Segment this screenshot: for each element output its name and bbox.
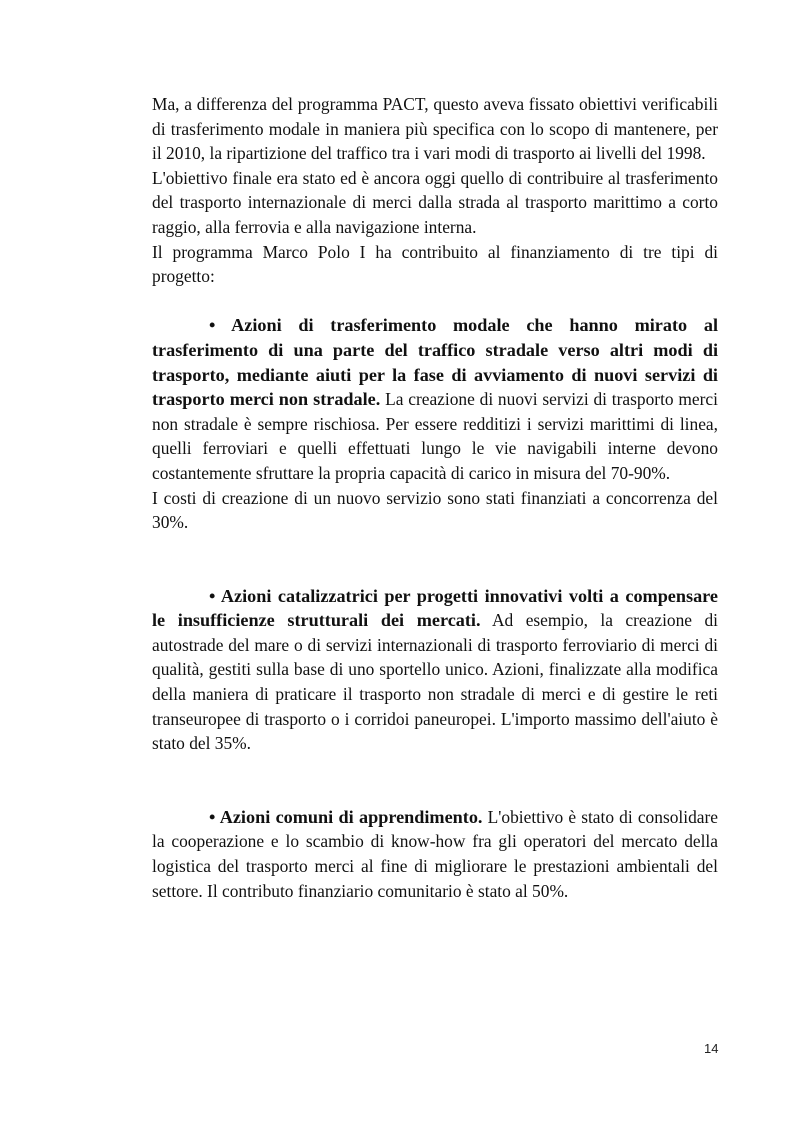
action-title: Azioni di trasferimento modale che hanno mirato al trasferimento di una parte del traffico stradale verso altri modi di trasporto, mediante aiuti per la fase di avviamento di nuovi servizi di trasporto merci non stradale. bbox=[152, 315, 718, 410]
spacer bbox=[152, 535, 718, 584]
action-title: Azioni catalizzatrici per progetti innovativi volti a compensare le insufficienze strutturali dei mercati. bbox=[152, 585, 718, 631]
bullet-icon: • bbox=[209, 806, 216, 827]
action-description: L'obiettivo è stato di consolidare la cooperazione e lo scambio di know-how fra gli operatori del mercato della logistica del trasporto merci al fine di migliorare le prestazioni ambientali del settore. Il contributo finanziario comunitario è stato al 50%. bbox=[152, 806, 719, 901]
intro-paragraph-3: Il programma Marco Polo I ha contribuito al finanziamento di tre tipi di progetto: bbox=[152, 241, 718, 287]
action-title: Azioni comuni di apprendimento. bbox=[219, 806, 483, 827]
intro-paragraph-2: L'obiettivo finale era stato ed è ancora oggi quello di contribuire al trasferimento del trasporto internazionale di merci dalla strada al trasporto marittimo a corto raggio, alla ferrovia e alla navigazione interna. bbox=[152, 167, 718, 237]
bullet-icon: • bbox=[209, 315, 216, 336]
action-description: Ad esempio, la creazione di autostrade del mare o di servizi internazionali di trasporto ferroviario di merci di qualità, gestiti sulla base di uno sportello unico. Azioni, finalizzate alla modifica della maniera di praticare il trasporto non stradale di merci e di gestire le reti transeuropee di trasporto o i corridoi paneuropei. L'importo massimo dell'aiuto è stato del 35%. bbox=[152, 610, 718, 754]
action-item-catalyst bbox=[152, 584, 718, 756]
spacer bbox=[152, 289, 718, 314]
action-description: La creazione di nuovi servizi di trasporto merci non stradale è sempre rischiosa. Per essere redditizi i servizi marittimi di linea, quelli ferroviari e quelli effettuati lungo le vie navigabili interne devono costantemente sfruttare la propria capacità di carico in misura del 70-90%. bbox=[152, 389, 718, 483]
spacer bbox=[152, 756, 718, 805]
action-item-modal-shift bbox=[152, 313, 718, 485]
page-number: 14 bbox=[704, 1041, 719, 1056]
document-body bbox=[152, 92, 718, 903]
action-extra-note: I costi di creazione di un nuovo servizio sono stati finanziati a concorrenza del 30%. bbox=[152, 487, 718, 533]
intro-paragraph-1: Ma, a differenza del programma PACT, questo aveva fissato obiettivi verificabili di trasferimento modale in maniera più specifica con lo scopo di mantenere, per il 2010, la ripartizione del traffico tra i vari modi di trasporto ai livelli del 1998. bbox=[152, 94, 718, 164]
bullet-icon: • bbox=[209, 585, 216, 606]
action-item-learning bbox=[152, 805, 718, 903]
